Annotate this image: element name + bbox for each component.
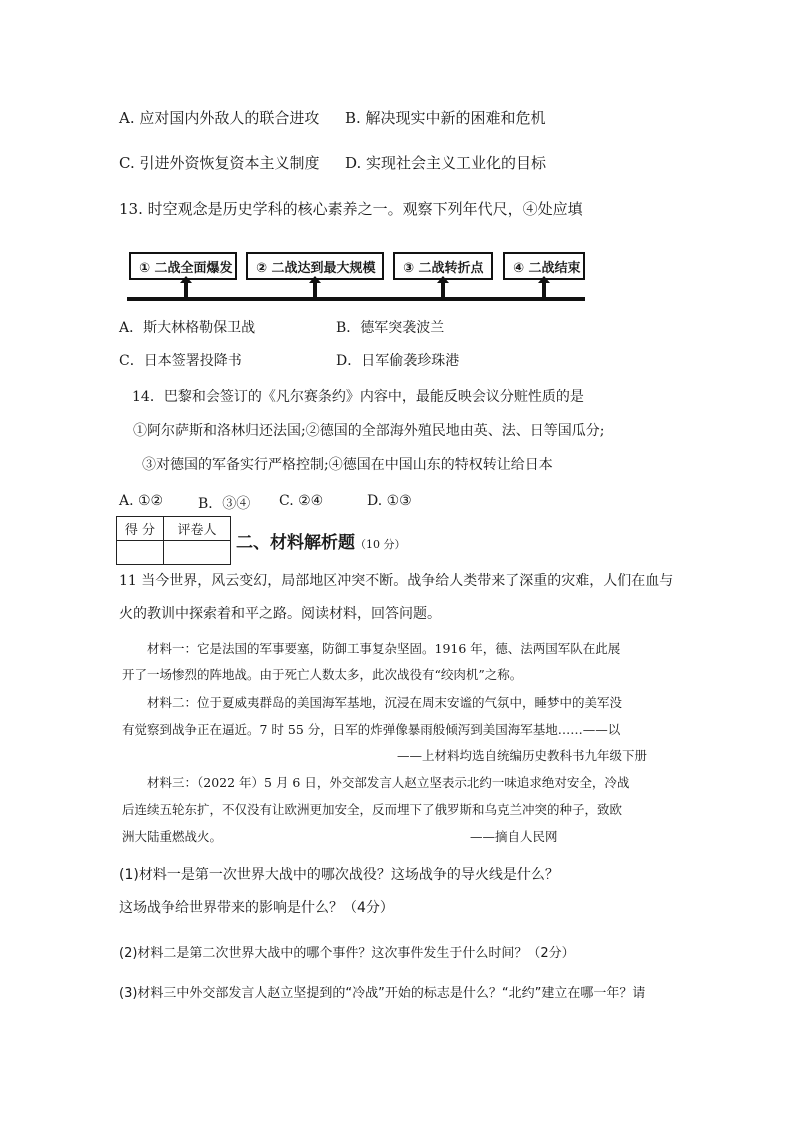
q11-intro-line1: 11 当今世界，风云变幻，局部地区冲突不断。战争给人类带来了深重的灾难，人们在血与 xyxy=(119,573,674,589)
score-label: 得 分 xyxy=(117,517,164,541)
q11-intro-line2: 火的教训中探索着和平之路。阅读材料，回答问题。 xyxy=(119,606,441,622)
subq2: (2)材料二是第二次世界大战中的哪个事件？这次事件发生于什么时间？（2分） xyxy=(119,946,575,961)
q12-option-c: C. 引进外资恢复资本主义制度 xyxy=(119,154,320,172)
material1-line2: 开了一场惨烈的阵地战。由于死亡人数太多，此次战役有“绞肉机”之称。 xyxy=(122,667,523,682)
timeline-box-3: ③ 二战转折点 xyxy=(393,252,493,280)
material1-line1: 材料一：它是法国的军事要塞，防御工事复杂坚固。1916 年，德、法两国军队在此展 xyxy=(147,641,621,656)
q14-stem: 14．巴黎和会签订的《凡尔赛条约》内容中，最能反映会议分赃性质的是 xyxy=(132,389,584,405)
q13-stem: 13. 时空观念是历史学科的核心素养之一。观察下列年代尺，④处应填 xyxy=(119,200,583,218)
q13-option-b: B．德军突袭波兰 xyxy=(336,320,445,336)
q13-option-a: A．斯大林格勒保卫战 xyxy=(119,320,256,336)
material2-source: ——上材料均选自统编历史教科书九年级下册 xyxy=(397,748,648,763)
material2-line1: 材料二：位于夏威夷群岛的美国海军基地，沉浸在周末安谧的气氛中，睡梦中的美军没 xyxy=(147,695,623,710)
timeline-arrow-2 xyxy=(313,282,317,298)
q13-option-c: C．日本签署投降书 xyxy=(119,353,242,369)
q14-option-c: C. ②④ xyxy=(279,493,324,509)
score-cell xyxy=(117,541,164,565)
grader-cell xyxy=(164,541,231,565)
material3-line2: 后连续五轮东扩，不仅没有让欧洲更加安全，反而埋下了俄罗斯和乌克兰冲突的种子，致欧 xyxy=(122,802,623,817)
q14-item-line2: ③对德国的军备实行严格控制;④德国在中国山东的特权转让给日本 xyxy=(142,457,553,473)
subq1-line1: (1)材料一是第一次世界大战中的哪次战役？这场战争的导火线是什么？ xyxy=(119,867,559,883)
timeline-box-4: ④ 二战结束 xyxy=(503,252,585,280)
section-title xyxy=(236,528,406,553)
q13-option-d: D．日军偷袭珍珠港 xyxy=(336,353,460,369)
score-table xyxy=(116,516,231,565)
material3-line1: 材料三：（2022 年）5 月 6 日，外交部发言人赵立坚表示北约一味追求绝对安全，冷战 xyxy=(147,775,630,790)
timeline-axis xyxy=(127,297,585,301)
q14-option-d: D. ①③ xyxy=(367,493,412,509)
timeline-arrow-4 xyxy=(542,282,546,298)
q12-option-b: B. 解决现实中新的困难和危机 xyxy=(345,109,546,127)
timeline-arrow-1 xyxy=(184,282,188,298)
timeline-box-1: ① 二战全面爆发 xyxy=(129,252,237,280)
q14-option-b: B．③④ xyxy=(198,496,251,512)
timeline-box-2: ② 二战达到最大规模 xyxy=(246,252,384,280)
subq1-line2: 这场战争给世界带来的影响是什么？（4分） xyxy=(119,900,394,916)
q14-item-line1: ①阿尔萨斯和洛林归还法国;②德国的全部海外殖民地由英、法、日等国瓜分; xyxy=(133,423,605,439)
subq3: (3)材料三中外交部发言人赵立坚提到的“冷战”开始的标志是什么？“北约”建立在哪一年？请 xyxy=(119,986,646,1001)
q12-option-d: D. 实现社会主义工业化的目标 xyxy=(345,154,547,172)
material3-source: ——摘自人民网 xyxy=(470,829,558,844)
material3-line3: 洲大陆重燃战火。 xyxy=(122,829,223,844)
material2-line2: 有觉察到战争正在逼近。7 时 55 分，日军的炸弹像暴雨般倾泻到美国海军基地……——以 xyxy=(122,722,621,737)
grader-label: 评卷人 xyxy=(164,517,231,541)
q12-option-a: A. 应对国内外敌人的联合进攻 xyxy=(119,109,320,127)
section-title-text: 二、材料解析题 xyxy=(236,533,355,553)
q14-option-a: A. ①② xyxy=(119,493,164,509)
timeline-arrow-3 xyxy=(441,282,445,298)
section-points: （10 分） xyxy=(355,538,406,551)
